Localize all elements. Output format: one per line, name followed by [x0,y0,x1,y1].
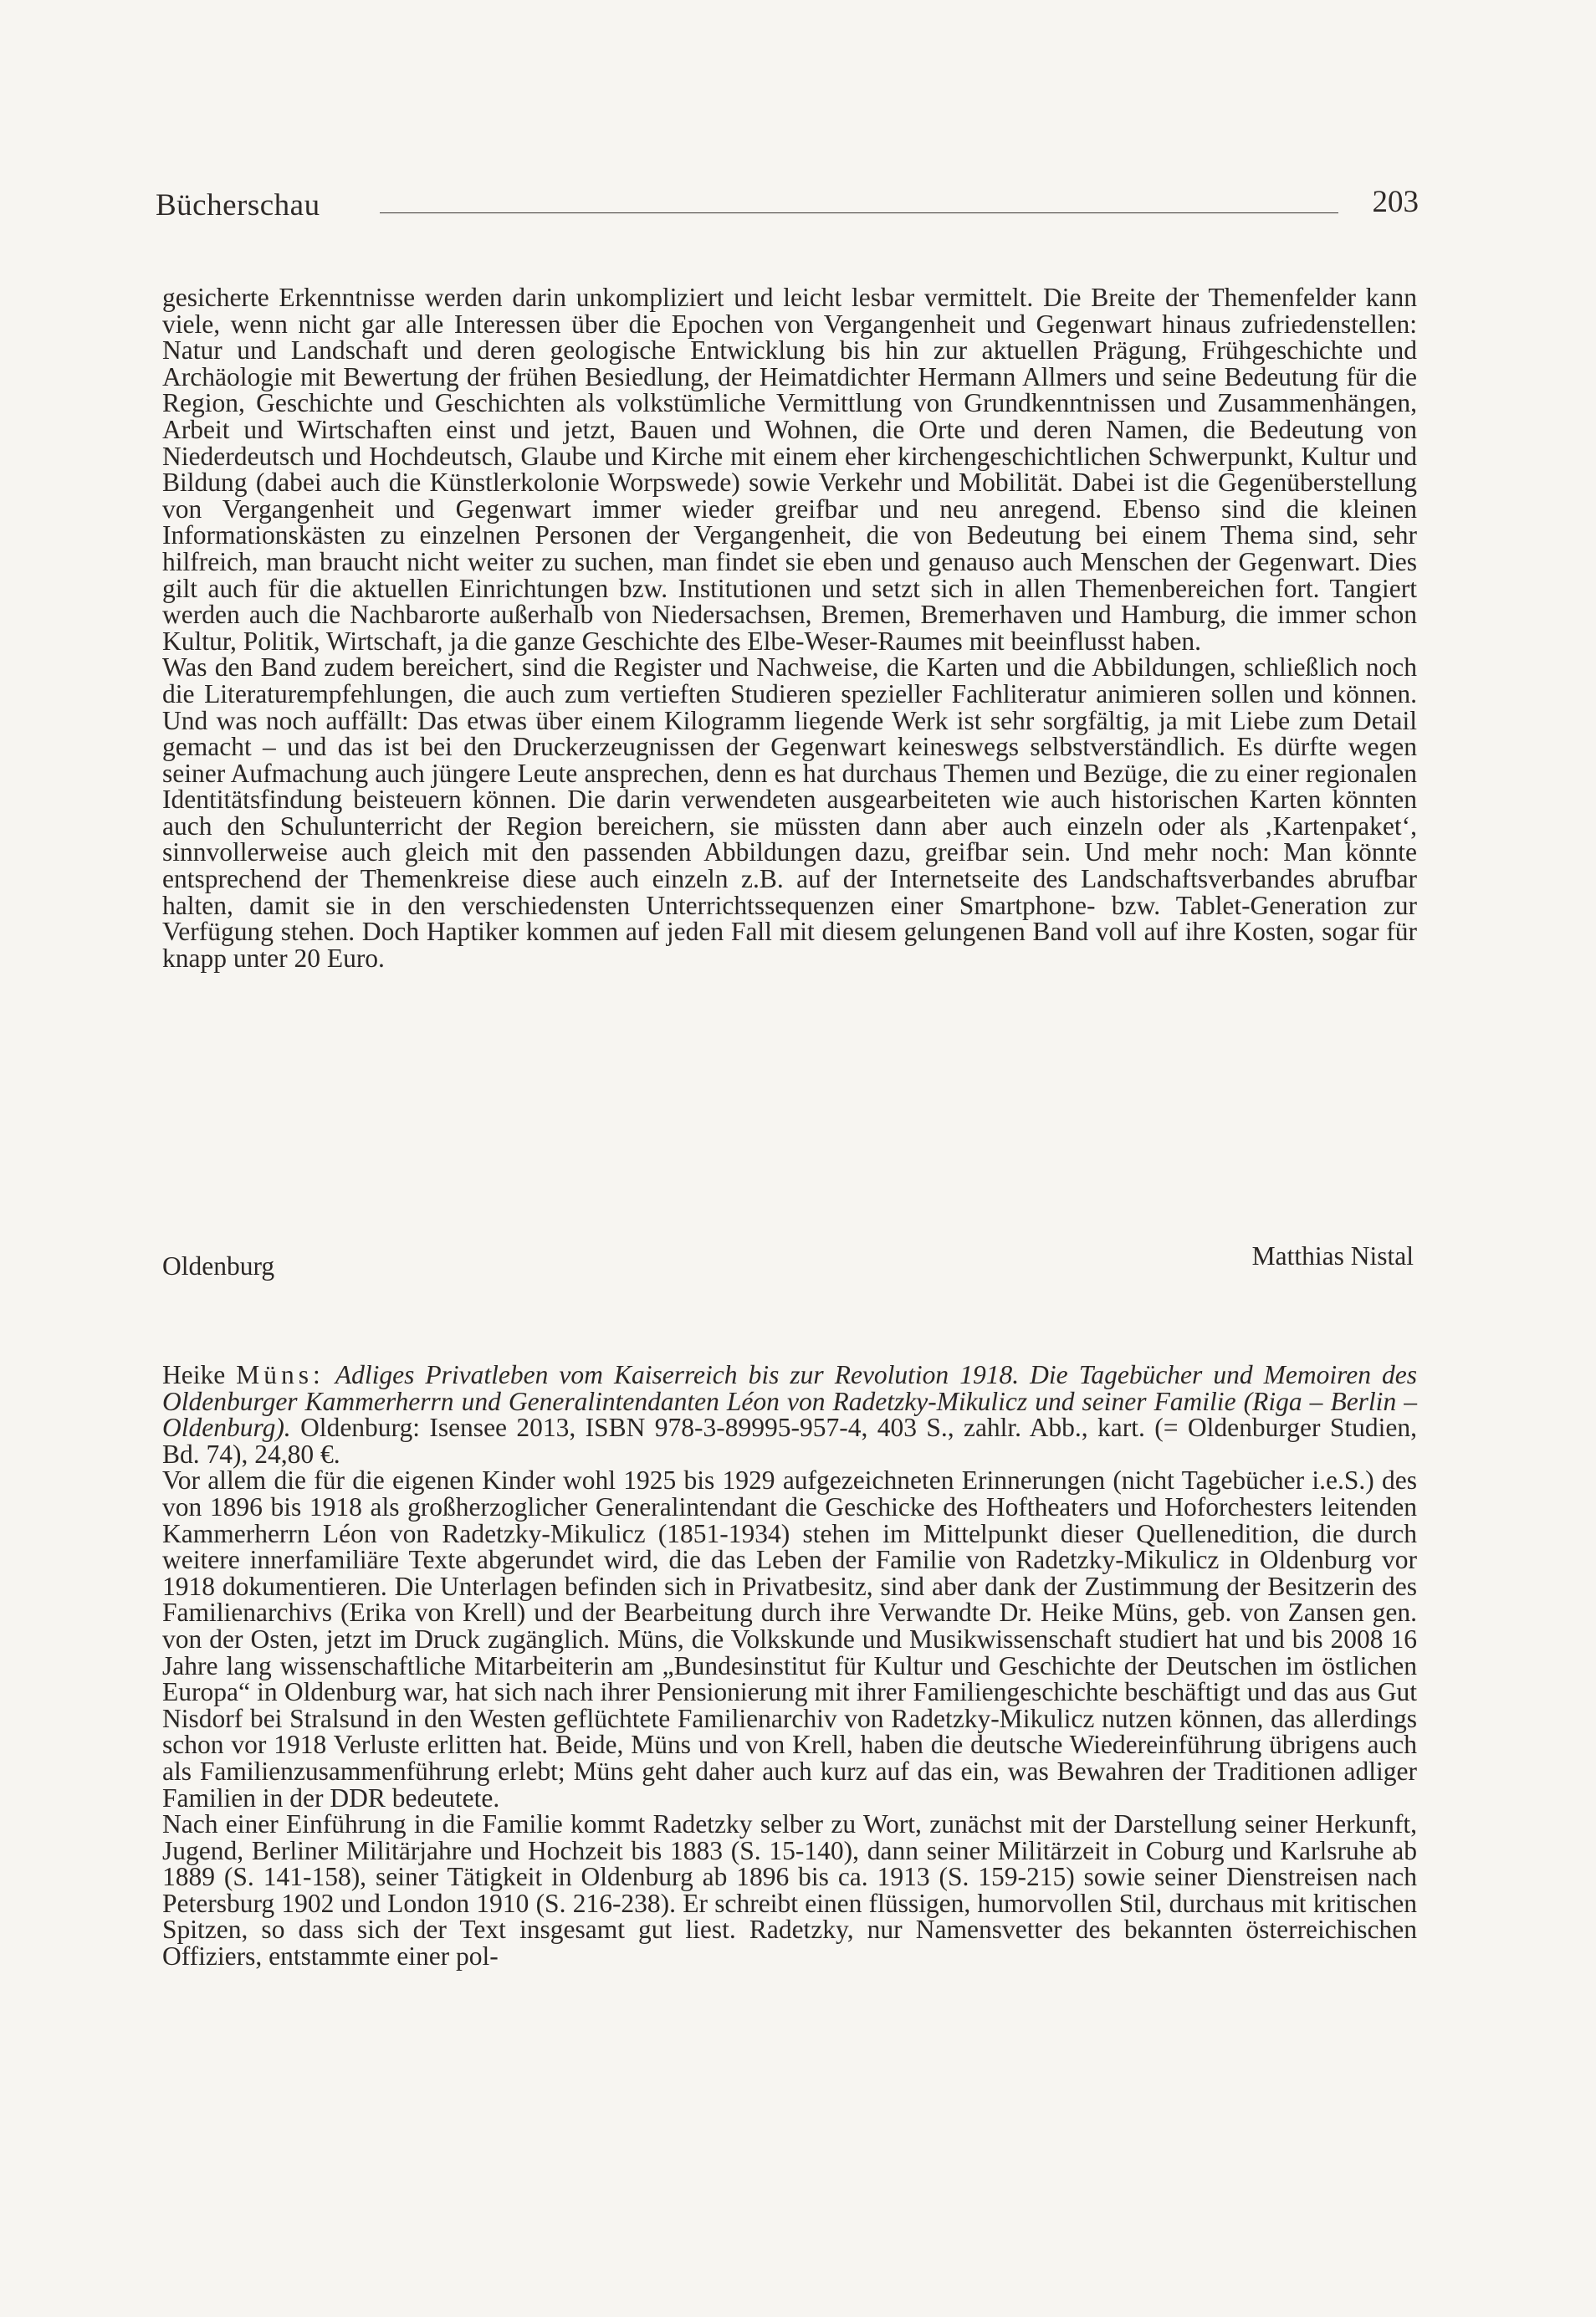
review-paragraph: gesicherte Erkenntnisse werden darin unkompliziert und leicht lesbar vermittelt. Die Breite der Themenfelder kann viele, wenn nicht gar alle Interessen über die Epochen von Vergangenheit und Gegenwart hinaus zufriedenstellen: Natur und Landschaft und deren geologische Entwicklung bis hin zur aktuellen Prägung, Frühgeschichte und Archäologie mit Bewertung der frühen Besiedlung, der Heimatdichter Hermann Allmers und seine Bedeutung für die Region, Geschichte und Geschichten als volkstümliche Vermittlung von Grundkenntnissen und Zusammenhängen, Arbeit und Wirtschaften einst und jetzt, Bauen und Wohnen, die Orte und deren Namen, die Bedeutung von Niederdeutsch und Hochdeutsch, Glaube und Kirche mit einem eher kirchengeschichtlichen Schwerpunkt, Kultur und Bildung (dabei auch die Künstlerkolonie Worpswede) sowie Verkehr und Mobilität. Dabei ist die Gegenüberstellung von Vergangenheit und Gegenwart immer wieder greifbar und neu anregend. Ebenso sind die kleinen Informationskästen zu einzelnen Personen der Vergangenheit, die von Bedeutung bei einem Thema sind, sehr hilfreich, man braucht nicht weiter zu suchen, man findet sie eben und genauso auch Menschen der Gegenwart. Dies gilt auch für die aktuellen Einrichtungen bzw. Institutionen und setzt sich in allen Themenbereichen fort. Tangiert werden auch die Nachbarorte außerhalb von Niedersachsen, Bremen, Bremerhaven und Hamburg, die immer schon Kultur, Politik, Wirtschaft, ja die ganze Geschichte des Elbe-Weser-Raumes mit beeinflusst haben. [162,283,1417,656]
author-first-name: Heike [162,1360,226,1389]
author-last-name: Müns: [236,1360,325,1389]
bibliographic-entry [162,1362,1417,1467]
publication-details: Oldenburg: Isensee 2013, ISBN 978-3-89995-957-4, 403 S., zahlr. Abb., kart. (= Oldenburger Studien, Bd. 74), 24,80 €. [162,1413,1418,1469]
running-header [156,174,1419,224]
review-entry [162,1362,1417,1970]
review-continuation [162,284,1417,971]
signature-author: Matthias Nistal [1251,1241,1414,1271]
page-number: 203 [1372,185,1419,219]
review-signature [162,1241,1417,1281]
header-rule [380,212,1338,213]
book-title: Adliges Privatleben vom Kaiserreich bis zur Revolution 1918. Die Tagebücher und Memoiren des Oldenburger Kammerherrn und Generalintendanten Léon von Radetzky-Mikulicz und seiner Familie (Riga – Berlin – Oldenburg). [162,1360,1418,1443]
review-paragraph: Was den Band zudem bereichert, sind die Register und Nachweise, die Karten und die Abbildungen, schließlich noch die Literaturempfehlungen, die auch zum vertieften Studieren spezieller Fachliteratur animieren sollen und können. Und was noch auffällt: Das etwas über einem Kilogramm liegende Werk ist sehr sorgfältig, ja mit Liebe zum Detail gemacht – und das ist bei den Druckerzeugnissen der Gegenwart keineswegs selbstverständlich. Es dürfte wegen seiner Aufmachung auch jüngere Leute ansprechen, denn es hat durchaus Themen und Bezüge, die zu einer regionalen Identitätsfindung beisteuern können. Die darin verwendeten ausgearbeiteten wie auch historischen Karten könnten auch den Schulunterricht der Region bereichern, sie müssten dann aber auch einzeln oder als ‚Kartenpaket‘, sinnvollerweise auch gleich mit den passenden Abbildungen dazu, greifbar sein. Und mehr noch: Man könnte entsprechend der Themenkreise diese auch einzeln z.B. auf der Internetseite des Landschaftsverbandes abrufbar halten, damit sie in den verschiedensten Unterrichtssequenzen einer Smartphone- bzw. Tablet-Generation zur Verfügung stehen. Doch Haptiker kommen auf jeden Fall mit diesem gelungenen Band voll auf ihre Kosten, sogar für knapp unter 20 Euro. [162,652,1417,973]
review-paragraph: Nach einer Einführung in die Familie kommt Radetzky selber zu Wort, zunächst mit der Darstellung seiner Herkunft, Jugend, Berliner Militärjahre und Hochzeit bis 1883 (S. 15-140), dann seiner Militärzeit in Coburg und Karlsruhe ab 1889 (S. 141-158), seiner Tätigkeit in Oldenburg ab 1896 bis ca. 1913 (S. 159-215) sowie seiner Dienstreisen nach Petersburg 1902 und London 1910 (S. 216-238). Er schreibt einen flüssigen, humorvollen Stil, durchaus mit kritischen Spitzen, so dass sich der Text insgesamt gut liest. Radetzky, nur Namensvetter des bekannten österreichischen Offiziers, entstammte einer pol- [162,1809,1417,1972]
review-paragraph: Vor allem die für die eigenen Kinder wohl 1925 bis 1929 aufgezeichneten Erinnerungen (nicht Tagebücher i.e.S.) des von 1896 bis 1918 als großherzoglicher Generalintendant die Geschicke des Hoftheaters und Hoforchesters leitenden Kammerherrn Léon von Radetzky-Mikulicz (1851-1934) stehen im Mittelpunkt dieser Quellenedition, die durch weitere innerfamiliäre Texte abgerundet wird, die das Leben der Familie von Radetzky-Mikulicz in Oldenburg vor 1918 dokumentieren. Die Unterlagen befinden sich in Privatbesitz, sind aber dank der Zustimmung der Besitzerin des Familienarchivs (Erika von Krell) und der Bearbeitung durch ihre Verwandte Dr. Heike Müns, geb. von Zansen gen. von der Osten, jetzt im Druck zugänglich. Müns, die Volkskunde und Musikwissenschaft studiert hat und bis 2008 16 Jahre lang wissenschaftliche Mitarbeiterin am „Bundesinstitut für Kultur und Geschichte der Deutschen im östlichen Europa“ in Oldenburg war, hat sich nach ihrer Pensionierung mit ihrer Familiengeschichte beschäftigt und das aus Gut Nisdorf bei Stralsund in den Westen geflüchtete Familienarchiv von Radetzky-Mikulicz nutzen können, das allerdings schon vor 1918 Verluste erlitten hat. Beide, Müns und von Krell, haben die deutsche Wiedereinführung übrigens auch als Familienzusammenführung erlebt; Müns geht daher auch kurz auf das ein, was Bewahren der Traditionen adliger Familien in der DDR bedeutete. [162,1465,1417,1813]
section-title: Bücherschau [156,188,320,222]
signature-place: Oldenburg [162,1251,275,1281]
